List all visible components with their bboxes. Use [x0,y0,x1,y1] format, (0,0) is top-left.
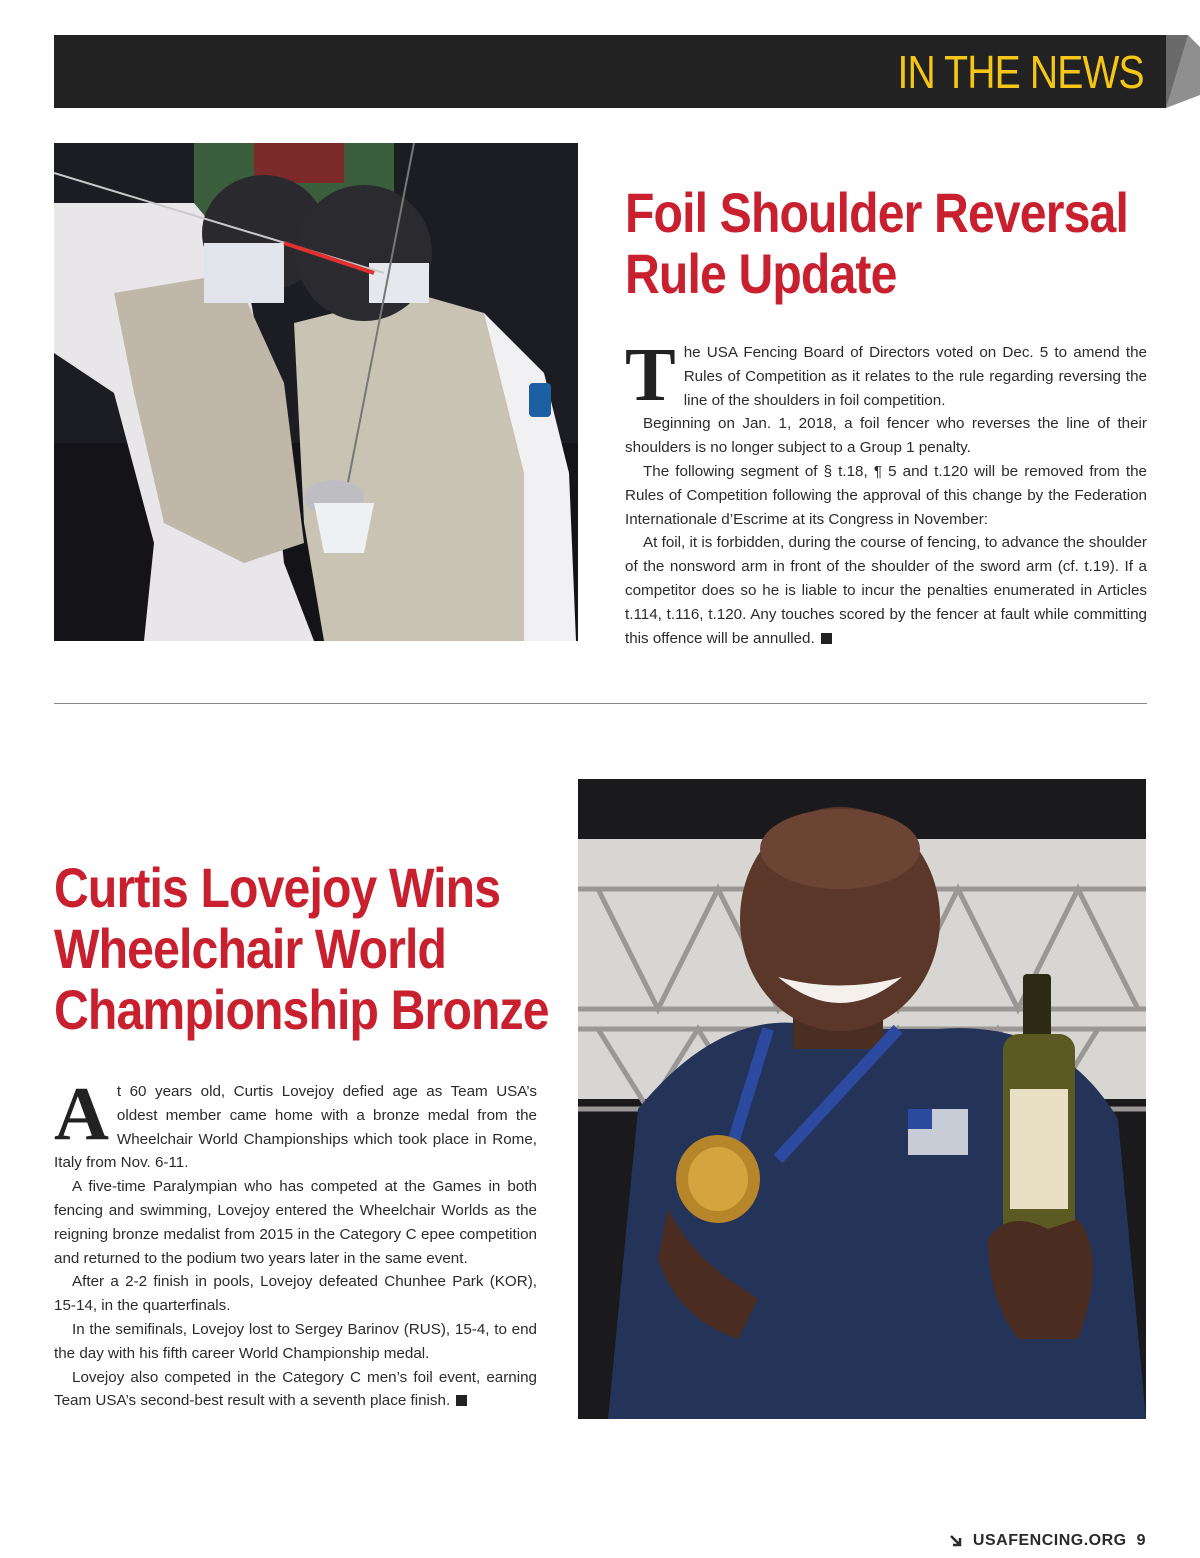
end-mark-icon [821,633,832,644]
page-footer [949,1532,1146,1550]
arrow-down-right-icon [949,1534,963,1548]
article-body [625,333,1147,650]
article-body [54,1072,537,1413]
article-paragraph: The USA Fencing Board of Directors voted on Dec. 5 to amend the Rules of Competition as it relates to the rule regarding reversing the line of the shoulders in foil competition. [625,333,1147,417]
article-paragraph: After a 2-2 finish in pools, Lovejoy defeated Chunhee Park (KOR), 15-14, in the quarterfinals. [54,1273,537,1315]
section-title: IN THE NEWS [897,46,1144,98]
footer-site[interactable]: USAFENCING.ORG [972,1532,1127,1549]
fencers-photo [54,143,578,641]
article-headline: Foil Shoulder Reversal Rule Update [625,181,1128,305]
section-divider [54,703,1147,704]
page-number: 9 [1136,1532,1146,1549]
article-headline: Curtis Lovejoy Wins Wheelchair World Championship Bronze [54,856,549,1041]
drop-cap: T [625,333,676,417]
drop-cap: A [54,1072,109,1156]
article-paragraph: In the semifinals, Lovejoy lost to Sergey Barinov (RUS), 15-4, to end the day with his fifth career World Championship medal. [54,1320,537,1362]
medalist-photo [578,779,1146,1419]
article-paragraph: The following segment of § t.18, ¶ 5 and t.120 will be removed from the Rules of Competition following the approval of this change by the Federation Internationale d’Escrime at its Congress in November: [625,462,1147,528]
article-paragraph: At foil, it is forbidden, during the course of fencing, to advance the shoulder of the nonsword arm in front of the shoulder of the sword arm (cf. t.19). If a competitor does so he is liable to incur the penalties enumerated in Articles t.114, t.116, t.120. Any touches scored by the fencer at fault while committing this offence will be annulled. [625,534,1147,647]
article-paragraph: At 60 years old, Curtis Lovejoy defied age as Team USA’s oldest member came home with a bronze medal from the Wheelchair World Championships which took place in Rome, Italy from Nov. 6-11. [54,1072,537,1172]
article-paragraph: Beginning on Jan. 1, 2018, a foil fencer who reverses the line of their shoulders is no longer subject to a Group 1 penalty. [625,415,1147,457]
article-paragraph: Lovejoy also competed in the Category C men’s foil event, earning Team USA’s second-best result with a seventh place finish. [54,1368,537,1410]
banner-fold-corner [1166,35,1200,108]
end-mark-icon [456,1395,467,1406]
article-paragraph: A five-time Paralympian who has competed at the Games in both fencing and swimming, Lovejoy entered the Wheelchair Worlds as the reigning bronze medalist from 2015 in the Category C epee competition and returned to the podium two years later in the same event. [54,1178,537,1267]
